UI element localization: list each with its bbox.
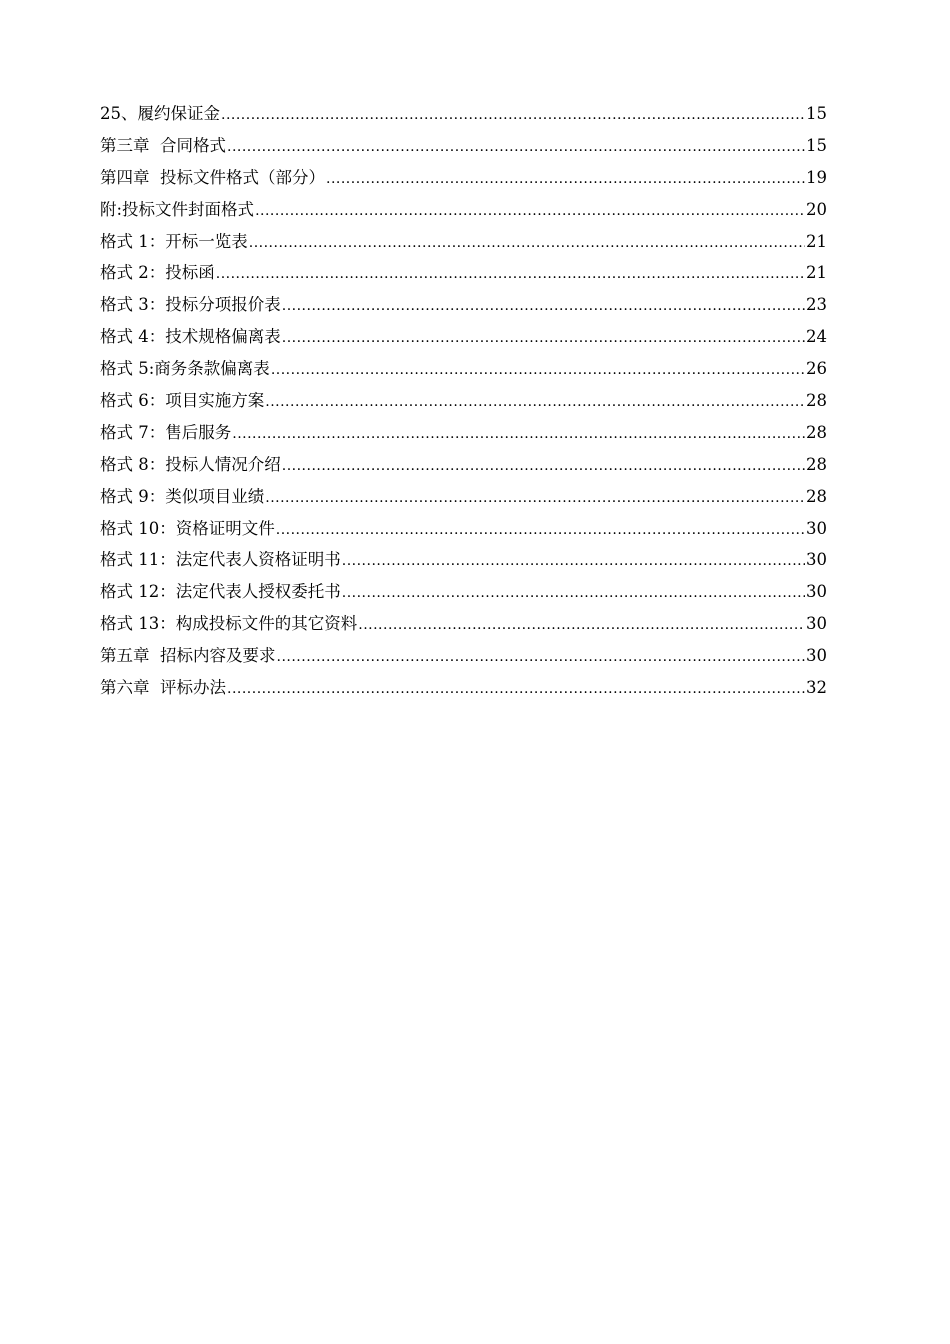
toc-dot-leader xyxy=(271,355,805,387)
toc-entry[interactable] xyxy=(100,98,827,130)
toc-entry[interactable] xyxy=(100,289,827,321)
toc-entry[interactable] xyxy=(100,608,827,640)
toc-entry-page: 15 xyxy=(806,135,827,155)
toc-entry-title: 格式 5:商务条款偏离表 xyxy=(100,359,270,379)
toc-dot-leader xyxy=(342,578,805,610)
toc-entry-page: 28 xyxy=(806,422,827,442)
toc-entry[interactable] xyxy=(100,321,827,353)
toc-entry-title: 格式 9：类似项目业绩 xyxy=(100,486,265,506)
toc-dot-leader xyxy=(277,642,806,674)
toc-entry-page: 23 xyxy=(806,295,827,315)
toc-entry[interactable] xyxy=(100,576,827,608)
toc-entry-title: 第四章 投标文件格式（部分） xyxy=(100,167,325,187)
toc-entry-title: 格式 4：技术规格偏离表 xyxy=(100,327,281,347)
toc-entry[interactable] xyxy=(100,194,827,226)
toc-entry[interactable] xyxy=(100,513,827,545)
toc-entry-title: 格式 2：投标函 xyxy=(100,263,215,283)
toc-dot-leader xyxy=(358,610,805,642)
toc-dot-leader xyxy=(276,515,805,547)
toc-entry-page: 30 xyxy=(806,550,827,570)
toc-entry-page: 30 xyxy=(806,582,827,602)
toc-entry-title: 格式 10：资格证明文件 xyxy=(100,518,275,538)
toc-dot-leader xyxy=(232,419,805,451)
toc-entry-page: 24 xyxy=(806,327,827,347)
toc-entry-title: 格式 6：项目实施方案 xyxy=(100,391,265,411)
toc-entry-page: 28 xyxy=(806,486,827,506)
toc-entry-title: 格式 13：构成投标文件的其它资料 xyxy=(100,614,358,634)
toc-dot-leader xyxy=(227,674,805,706)
toc-entry-page: 30 xyxy=(806,614,827,634)
toc-entry[interactable] xyxy=(100,130,827,162)
toc-dot-leader xyxy=(265,387,805,419)
toc-entry-title: 附:投标文件封面格式 xyxy=(100,199,255,219)
toc-entry[interactable] xyxy=(100,544,827,576)
toc-dot-leader xyxy=(221,100,805,132)
toc-entry-title: 格式 11：法定代表人资格证明书 xyxy=(100,550,341,570)
toc-dot-leader xyxy=(265,483,805,515)
toc-entry-page: 20 xyxy=(806,199,827,219)
toc-entry[interactable] xyxy=(100,257,827,289)
toc-entry-title: 格式 3：投标分项报价表 xyxy=(100,295,281,315)
toc-entry-title: 格式 8：投标人情况介绍 xyxy=(100,454,281,474)
toc-entry-page: 26 xyxy=(806,359,827,379)
toc-entry-title: 第五章 招标内容及要求 xyxy=(100,646,276,666)
toc-entry-title: 25、履约保证金 xyxy=(100,104,220,123)
toc-entry[interactable] xyxy=(100,449,827,481)
toc-dot-leader xyxy=(326,164,805,196)
toc-entry[interactable] xyxy=(100,417,827,449)
toc-entry-page: 21 xyxy=(806,231,827,251)
toc-entry-page: 19 xyxy=(806,167,827,187)
toc-entry-title: 第六章 评标办法 xyxy=(100,678,226,698)
toc-entry[interactable] xyxy=(100,640,827,672)
toc-entry[interactable] xyxy=(100,481,827,513)
toc-dot-leader xyxy=(282,451,805,483)
toc-dot-leader xyxy=(342,546,805,578)
toc-entry-title: 第三章 合同格式 xyxy=(100,135,226,155)
toc-entry-page: 30 xyxy=(806,646,827,666)
toc-dot-leader xyxy=(249,228,805,260)
toc-entry-title: 格式 7：售后服务 xyxy=(100,422,232,442)
toc-entry-page: 15 xyxy=(806,104,827,123)
toc-entry[interactable] xyxy=(100,353,827,385)
toc-entry[interactable] xyxy=(100,226,827,258)
toc-entry-title: 格式 12：法定代表人授权委托书 xyxy=(100,582,341,602)
toc-entry-page: 28 xyxy=(806,454,827,474)
toc-dot-leader xyxy=(216,259,805,291)
toc-dot-leader xyxy=(282,323,805,355)
toc-entry[interactable] xyxy=(100,162,827,194)
toc-dot-leader xyxy=(255,196,805,228)
table-of-contents xyxy=(100,98,827,704)
toc-entry[interactable] xyxy=(100,385,827,417)
toc-entry-page: 30 xyxy=(806,518,827,538)
toc-entry[interactable] xyxy=(100,672,827,704)
toc-entry-page: 28 xyxy=(806,391,827,411)
toc-dot-leader xyxy=(227,132,805,164)
toc-entry-page: 21 xyxy=(806,263,827,283)
toc-entry-page: 32 xyxy=(806,678,827,698)
toc-entry-title: 格式 1：开标一览表 xyxy=(100,231,248,251)
toc-dot-leader xyxy=(282,291,805,323)
